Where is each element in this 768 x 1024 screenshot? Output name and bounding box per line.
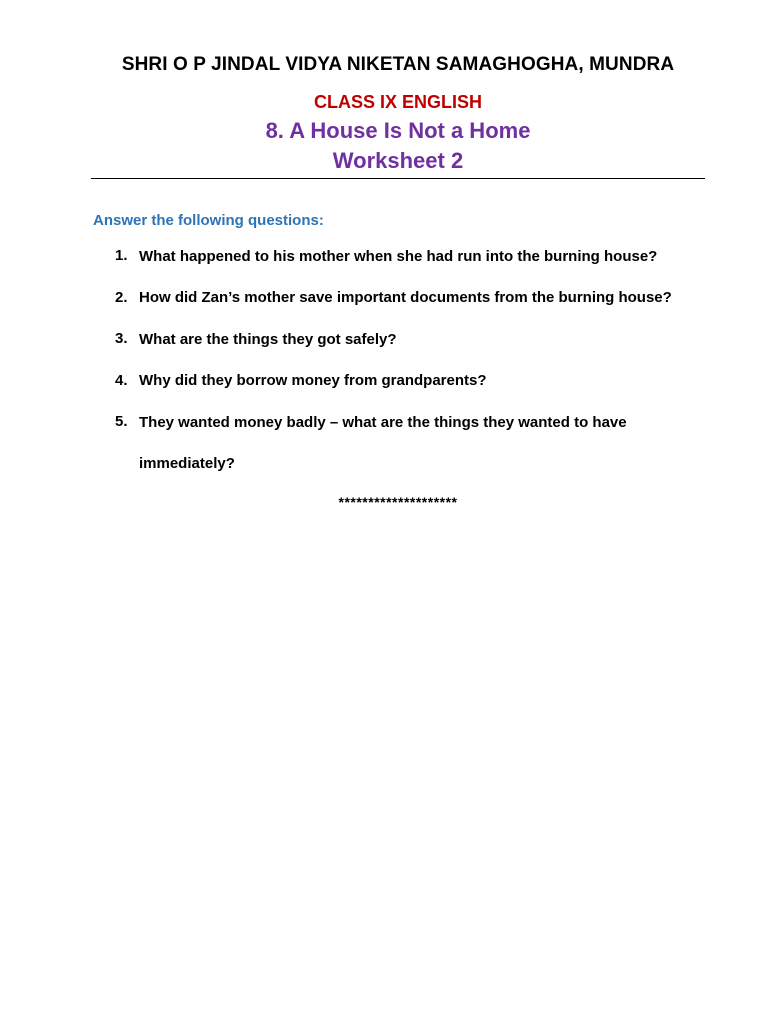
end-separator-stars: ******************** [338,494,458,510]
question-number: 4. [115,371,128,389]
header-divider [91,178,705,179]
question-number: 2. [115,288,128,306]
question-list [0,246,768,472]
question-number: 5. [115,413,128,430]
worksheet-title: Worksheet 2 [332,148,464,173]
class-title: CLASS IX ENGLISH [313,92,483,112]
question-item [0,412,768,472]
question-text: Why did they borrow money from grandparents? [139,372,487,389]
chapter-title: 8. A House Is Not a Home [265,118,531,143]
school-name: SHRI O P JINDAL VIDYA NIKETAN SAMAGHOGHA, MUNDRA [121,54,675,75]
instructions-heading: Answer the following questions: [93,212,324,229]
question-text: What are the things they got safely? [139,330,397,348]
question-text: They wanted money badly – what are the things they wanted to have immediately? [139,413,627,472]
question-text: What happened to his mother when she had run into the burning house? [139,247,658,265]
question-text: How did Zan’s mother save important documents from the burning house? [139,289,672,306]
question-number: 1. [115,247,128,264]
question-number: 3. [115,330,128,347]
